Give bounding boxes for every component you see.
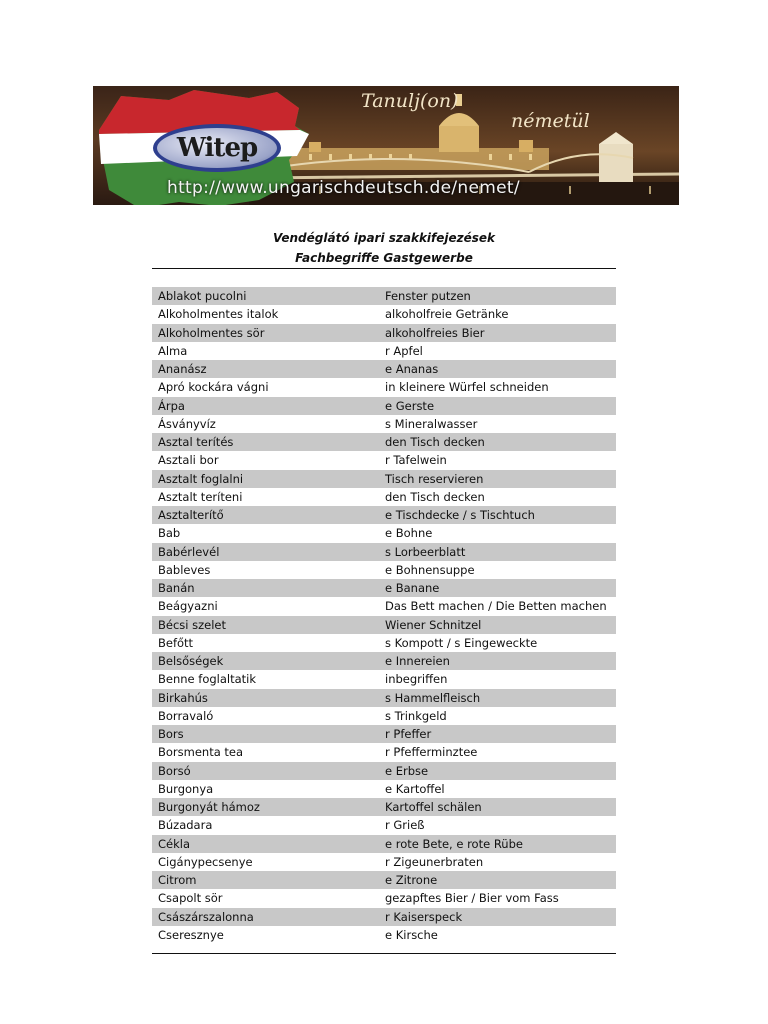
table-row xyxy=(152,470,616,488)
hungarian-term: Cseresznye xyxy=(158,927,224,942)
hungarian-term: Beágyazni xyxy=(158,599,218,614)
german-term: e Bohne xyxy=(385,526,433,541)
table-row xyxy=(152,743,616,761)
witep-logo xyxy=(153,124,281,172)
table-row xyxy=(152,908,616,926)
table-row xyxy=(152,360,616,378)
hungarian-term: Alma xyxy=(158,343,188,358)
hungarian-term: Cékla xyxy=(152,835,379,853)
hungarian-term: Bab xyxy=(158,526,181,541)
hungarian-term: Árpa xyxy=(152,397,379,415)
bottom-divider xyxy=(152,953,616,954)
german-term: e Ananas xyxy=(379,360,616,378)
german-term: e Zitrone xyxy=(379,871,616,889)
table-row xyxy=(152,597,616,615)
hungarian-term: Birkahús xyxy=(152,689,379,707)
table-row xyxy=(152,433,616,451)
hungarian-term: Asztalterítő xyxy=(152,506,379,524)
table-row xyxy=(152,579,616,597)
hungarian-term: Búzadara xyxy=(158,818,213,833)
german-term: e Gerste xyxy=(379,397,616,415)
hungarian-term: Benne foglaltatik xyxy=(158,672,257,687)
german-term: e Erbse xyxy=(379,762,616,780)
table-row xyxy=(152,652,616,670)
hungarian-term: Burgonya xyxy=(158,781,214,796)
german-term: e rote Bete, e rote Rübe xyxy=(379,835,616,853)
hungarian-term: Borravaló xyxy=(158,708,214,723)
german-term: Fenster putzen xyxy=(379,287,616,305)
hungarian-term: Asztalt foglalni xyxy=(152,470,379,488)
table-row xyxy=(152,342,616,360)
german-term: in kleinere Würfel schneiden xyxy=(385,380,549,395)
hungarian-term: Ananász xyxy=(152,360,379,378)
banner-slogan-right: németül xyxy=(511,110,590,132)
german-term: e Banane xyxy=(379,579,616,597)
title-hungarian: Vendéglátó ipari szakkifejezések xyxy=(272,231,496,245)
table-row xyxy=(152,287,616,305)
table-row xyxy=(152,853,616,871)
hungarian-term: Banán xyxy=(152,579,379,597)
german-term: e Tischdecke / s Tischtuch xyxy=(379,506,616,524)
german-term: Kartoffel schälen xyxy=(379,798,616,816)
german-term: r Kaiserspeck xyxy=(379,908,616,926)
german-term: Das Bett machen / Die Betten machen xyxy=(385,599,607,614)
hungarian-term: Császárszalonna xyxy=(152,908,379,926)
table-row xyxy=(152,524,616,542)
german-term: r Pfeffer xyxy=(379,725,616,743)
hungarian-term: Befőtt xyxy=(158,635,194,650)
german-term: den Tisch decken xyxy=(379,433,616,451)
german-term: inbegriffen xyxy=(385,672,448,687)
table-row xyxy=(152,451,616,469)
banner-url: http://www.ungarischdeutsch.de/nemet/ xyxy=(167,178,520,198)
table-row xyxy=(152,506,616,524)
table-row xyxy=(152,816,616,834)
hungarian-term: Burgonyát hámoz xyxy=(152,798,379,816)
german-term: e Kirsche xyxy=(385,927,438,942)
hungarian-term: Asztalt teríteni xyxy=(158,489,243,504)
hungarian-term: Asztal terítés xyxy=(152,433,379,451)
table-row xyxy=(152,305,616,323)
table-row xyxy=(152,397,616,415)
german-term: alkoholfreies Bier xyxy=(379,324,616,342)
hungarian-term: Cigánypecsenye xyxy=(158,854,253,869)
german-term: e Bohnensuppe xyxy=(385,562,475,577)
top-divider xyxy=(152,268,616,269)
table-row xyxy=(152,689,616,707)
german-term: Tisch reservieren xyxy=(379,470,616,488)
banner-slogan-left: Tanulj(on) xyxy=(361,90,459,112)
german-term: s Mineralwasser xyxy=(385,416,478,431)
hungarian-term: Bors xyxy=(152,725,379,743)
german-term: gezapftes Bier / Bier vom Fass xyxy=(385,891,559,906)
german-term: s Hammelfleisch xyxy=(379,689,616,707)
table-row xyxy=(152,543,616,561)
table-row xyxy=(152,707,616,725)
table-row xyxy=(152,798,616,816)
german-term: s Lorbeerblatt xyxy=(379,543,616,561)
table-row xyxy=(152,488,616,506)
hungarian-term: Alkoholmentes sör xyxy=(152,324,379,342)
title-german: Fachbegriffe Gastgewerbe xyxy=(295,251,473,265)
table-row xyxy=(152,561,616,579)
german-term: e Innereien xyxy=(379,652,616,670)
hungarian-term: Alkoholmentes italok xyxy=(158,307,279,322)
table-row xyxy=(152,926,616,944)
hungarian-term: Citrom xyxy=(152,871,379,889)
hungarian-term: Borsó xyxy=(152,762,379,780)
hungarian-term: Asztali bor xyxy=(158,453,219,468)
document-heading xyxy=(152,228,616,268)
table-row xyxy=(152,324,616,342)
table-row xyxy=(152,762,616,780)
table-row xyxy=(152,871,616,889)
vocabulary-table xyxy=(152,287,616,944)
hungarian-term: Borsmenta tea xyxy=(158,745,244,760)
german-term: r Tafelwein xyxy=(385,453,447,468)
table-row xyxy=(152,889,616,907)
table-row xyxy=(152,835,616,853)
logo-text: Witep xyxy=(176,133,258,163)
german-term: r Grieß xyxy=(385,818,425,833)
hungarian-term: Babérlevél xyxy=(152,543,379,561)
german-term: r Apfel xyxy=(385,343,423,358)
hungarian-term: Ásványvíz xyxy=(158,416,216,431)
table-row xyxy=(152,725,616,743)
german-term: alkoholfreie Getränke xyxy=(385,307,509,322)
german-term: r Zigeunerbraten xyxy=(385,854,484,869)
table-row xyxy=(152,415,616,433)
hungarian-term: Apró kockára vágni xyxy=(158,380,269,395)
hungarian-term: Ablakot pucolni xyxy=(152,287,379,305)
german-term: e Kartoffel xyxy=(385,781,445,796)
hungarian-term: Bableves xyxy=(158,562,211,577)
header-banner xyxy=(93,86,679,205)
table-row xyxy=(152,634,616,652)
table-row xyxy=(152,378,616,396)
german-term: s Kompott / s Eingeweckte xyxy=(385,635,538,650)
german-term: Wiener Schnitzel xyxy=(379,616,616,634)
hungarian-term: Bécsi szelet xyxy=(152,616,379,634)
table-row xyxy=(152,616,616,634)
hungarian-term: Belsőségek xyxy=(152,652,379,670)
german-term: s Trinkgeld xyxy=(385,708,447,723)
table-row xyxy=(152,780,616,798)
table-row xyxy=(152,670,616,688)
german-term: den Tisch decken xyxy=(385,489,485,504)
german-term: r Pfefferminztee xyxy=(385,745,478,760)
hungarian-term: Csapolt sör xyxy=(158,891,223,906)
